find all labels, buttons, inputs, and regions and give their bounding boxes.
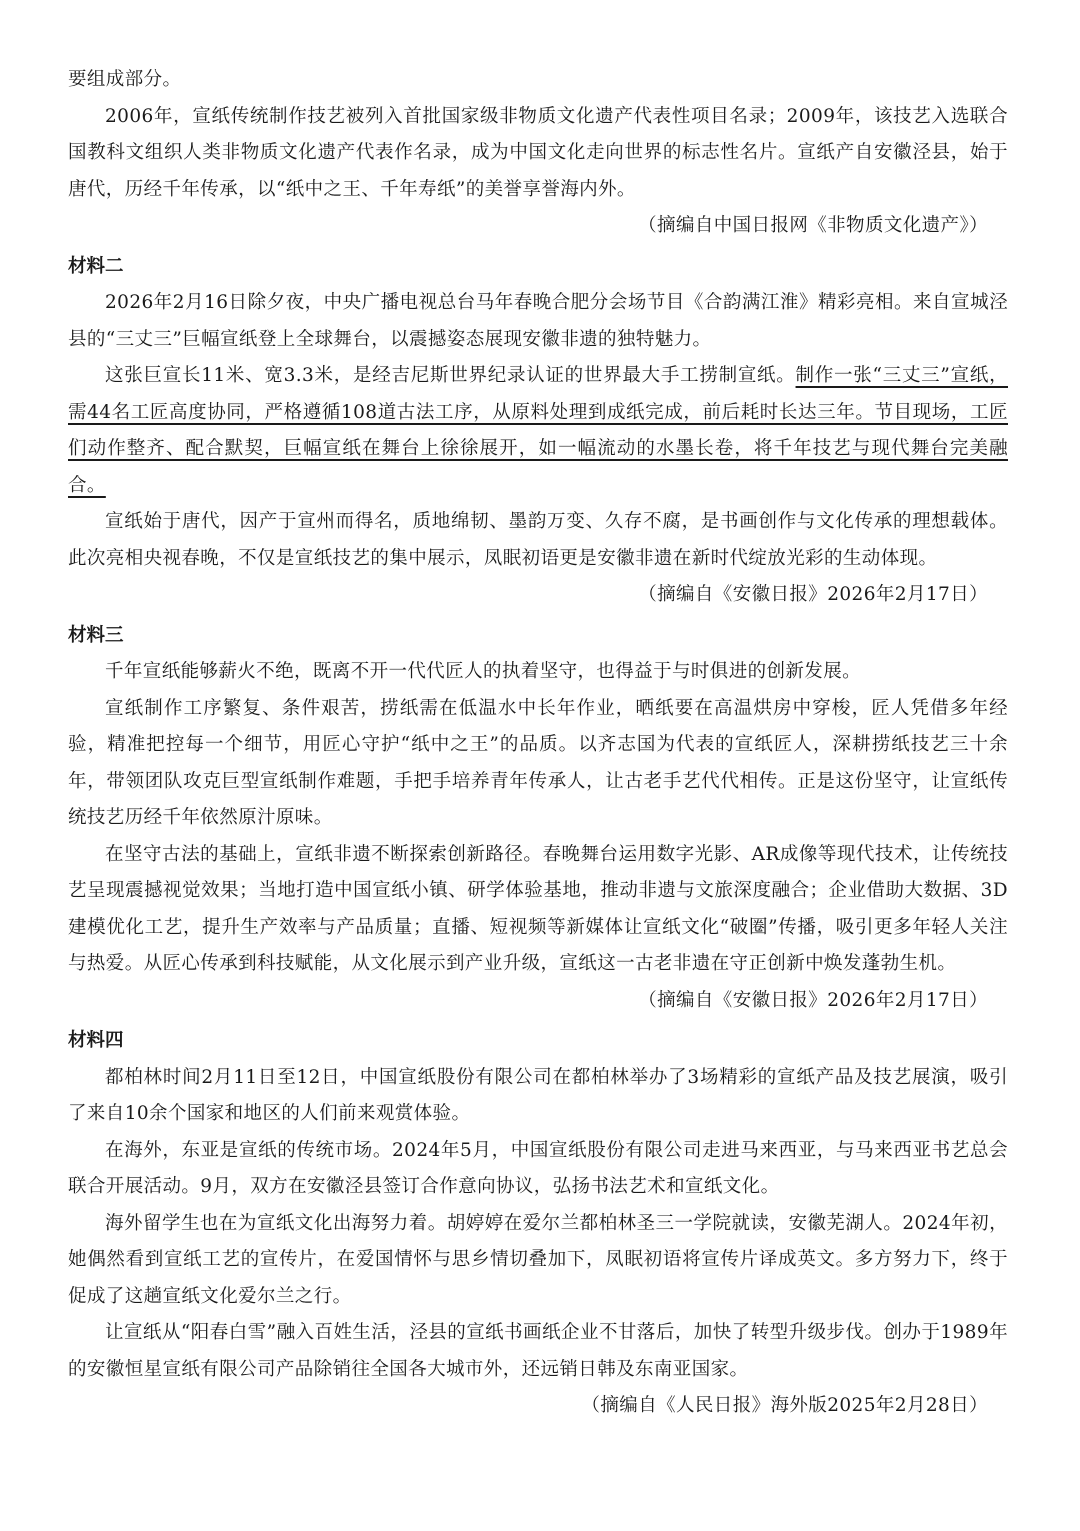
material4-paragraph-2: 在海外，东亚是宣纸的传统市场。2024年5月，中国宣纸股份有限公司走进马来西亚，与马来西亚书艺总会联合开展活动。9月，双方在安徽泾县签订合作意向协议，弘扬书法艺术和宣纸文化。 xyxy=(68,1139,1008,1197)
material2-paragraph-2 xyxy=(68,358,1008,504)
material3-paragraph-2: 宣纸制作工序繁复、条件艰苦，捞纸需在低温水中长年作业，晒纸要在高温烘房中穿梭，匠人凭借多年经验，精准把控每一个细节，用匠心守护“纸中之王”的品质。以齐志国为代表的宣纸匠人，深耕捞纸技艺三十余年，带领团队攻克巨型宣纸制作难题，手把手培养青年传承人，让古老手艺代代相传。正是这份坚守，让宣纸传统技艺历经千年依然原汁原味。 xyxy=(68,697,1008,828)
material2-paragraph-3: 宣纸始于唐代，因产于宣州而得名，质地绵韧、墨韵万变、久存不腐，是书画创作与文化传承的理想载体。此次亮相央视春晚，不仅是宣纸技艺的集中展示，凤眠初语更是安徽非遗在新时代绽放光彩的生动体现。 xyxy=(68,511,1008,569)
material4-paragraph-4: 让宣纸从“阳春白雪”融入百姓生活，泾县的宣纸书画纸企业不甘落后，加快了转型升级步伐。创办于1989年的安徽恒星宣纸有限公司产品除销往全国各大城市外，还远销日韩及东南亚国家。 xyxy=(68,1322,1008,1380)
intro-paragraph-continued: 要组成部分。 xyxy=(68,69,182,90)
material3-source: （摘编自《安徽日报》2026年2月17日） xyxy=(638,989,988,1011)
material3-paragraph-1: 千年宣纸能够薪火不绝，既离不开一代代匠人的执着坚守，也得益于与时俱进的创新发展。 xyxy=(105,661,862,682)
material2-p2-underlined: 制作一张“三丈三”宣纸，需44名工匠高度协同，严格遵循108道古法工序，从原料处理到成纸完成，前后耗时长达三年。节目现场，工匠们动作整齐、配合默契，巨幅宣纸在舞台上徐徐展开，如一幅流动的水墨长卷，将千年技艺与现代舞台完美融合。 xyxy=(68,365,1008,496)
material4-heading: 材料四 xyxy=(68,1030,124,1051)
material2-p2-plain: 这张巨宣长11米、宽3.3米，是经吉尼斯世界纪录认证的世界最大手工捞制宣纸。 xyxy=(105,365,796,386)
intro-paragraph: 2006年，宣纸传统制作技艺被列入首批国家级非物质文化遗产代表性项目名录；2009年，该技艺入选联合国教科文组织人类非物质文化遗产代表作名录，成为中国文化走向世界的标志性名片。宣纸产自安徽泾县，始于唐代，历经千年传承，以“纸中之王、千年寿纸”的美誉享誉海内外。 xyxy=(68,105,1008,200)
intro-source: （摘编自中国日报网《非物质文化遗产》） xyxy=(638,215,988,236)
material4-source: （摘编自《人民日报》海外版2025年2月28日） xyxy=(581,1395,988,1416)
material4-paragraph-1: 都柏林时间2月11日至12日，中国宣纸股份有限公司在都柏林举办了3场精彩的宣纸产品及技艺展演，吸引了来自10余个国家和地区的人们前来观赏体验。 xyxy=(68,1066,1008,1124)
material2-paragraph-1: 2026年2月16日除夕夜，中央广播电视总台马年春晚合肥分会场节目《合韵满江淮》精彩亮相。来自宣城泾县的“三丈三”巨幅宣纸登上全球舞台，以震撼姿态展现安徽非遗的独特魅力。 xyxy=(68,292,1008,350)
material2-heading: 材料二 xyxy=(68,255,124,277)
material2-source: （摘编自《安徽日报》2026年2月17日） xyxy=(638,584,988,605)
material4-paragraph-3: 海外留学生也在为宣纸文化出海努力着。胡婷婷在爱尔兰都柏林圣三一学院就读，安徽芜湖人。2024年初，她偶然看到宣纸工艺的宣传片，在爱国情怀与思乡情切叠加下，凤眠初语将宣传片译成英文。多方努力下，终于促成了这趟宣纸文化爱尔兰之行。 xyxy=(68,1212,1008,1307)
material3-paragraph-3: 在坚守古法的基础上，宣纸非遗不断探索创新路径。春晚舞台运用数字光影、AR成像等现代技术，让传统技艺呈现震撼视觉效果；当地打造中国宣纸小镇、研学体验基地，推动非遗与文旅深度融合；企业借助大数据、3D建模优化工艺，提升生产效率与产品质量；直播、短视频等新媒体让宣纸文化“破圈”传播，吸引更多年轻人关注与热爱。从匠心传承到科技赋能，从文化展示到产业升级，宣纸这一古老非遗在守正创新中焕发蓬勃生机。 xyxy=(68,843,1008,974)
material3-heading: 材料三 xyxy=(68,624,124,646)
